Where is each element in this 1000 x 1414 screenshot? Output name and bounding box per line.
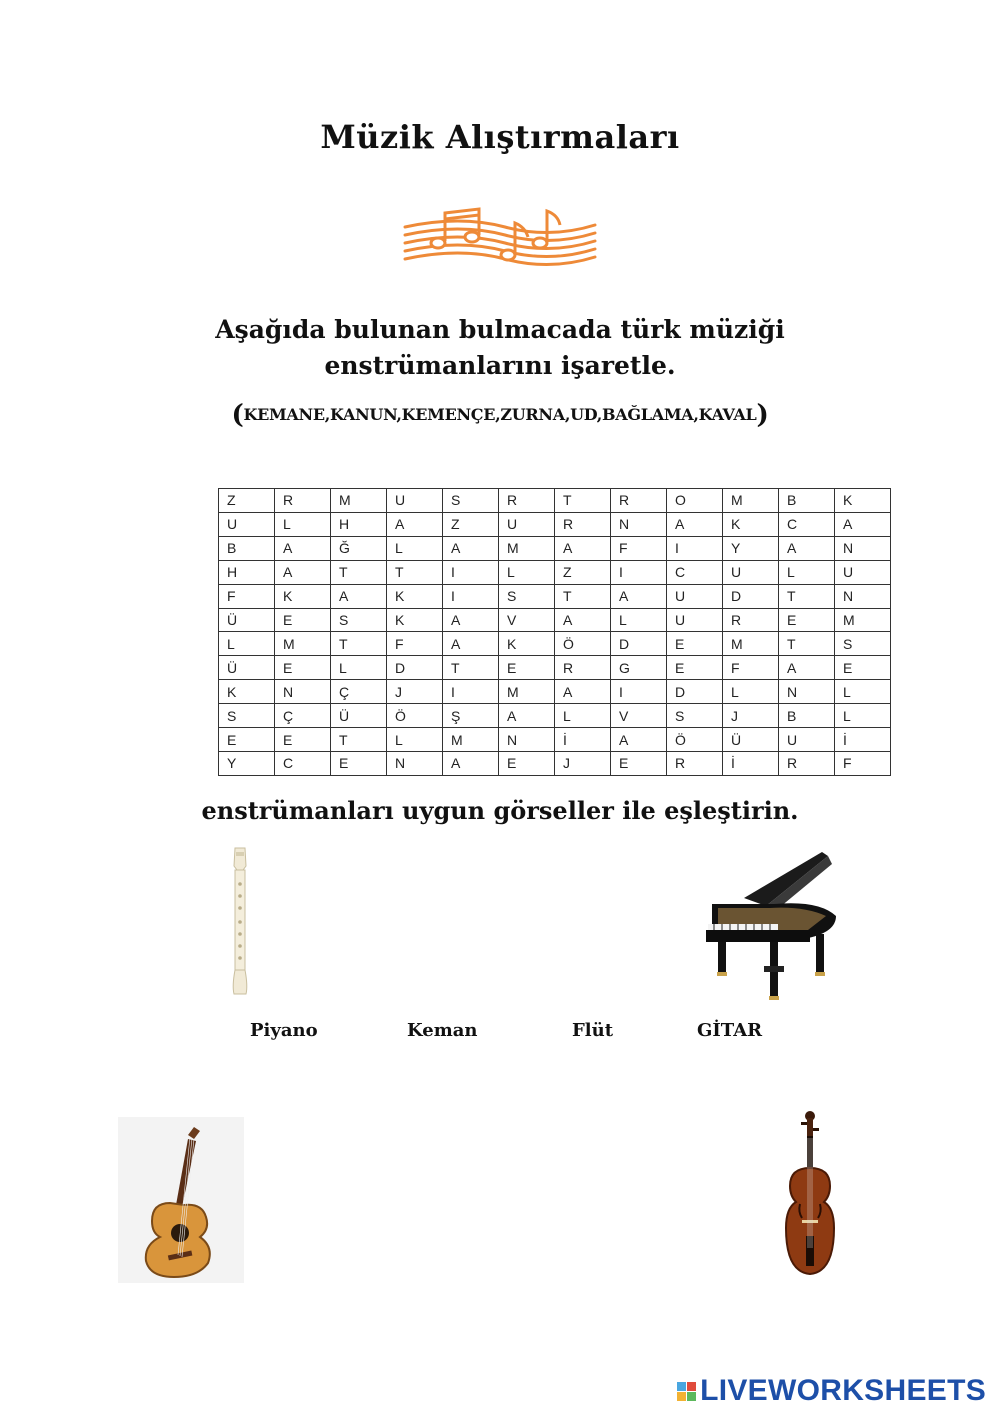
word-search-cell[interactable]: N (275, 680, 331, 704)
word-search-cell[interactable]: E (611, 751, 667, 775)
word-search-row (219, 608, 891, 632)
word-search-cell[interactable]: A (555, 536, 611, 560)
instruction-line-2: enstrümanlarını işaretle. (324, 351, 676, 380)
word-search-cell[interactable]: A (275, 560, 331, 584)
word-search-cell[interactable]: H (219, 560, 275, 584)
word-search-cell[interactable]: M (499, 680, 555, 704)
word-search-cell[interactable]: İ (723, 751, 779, 775)
word-search-cell[interactable]: Ç (275, 704, 331, 728)
word-search-cell[interactable]: F (723, 656, 779, 680)
word-search-cell[interactable]: T (331, 632, 387, 656)
word-search-cell[interactable]: F (611, 536, 667, 560)
word-search-cell[interactable]: L (779, 560, 835, 584)
word-search-cell[interactable]: L (835, 680, 891, 704)
word-search-cell[interactable]: İ (555, 728, 611, 752)
word-search-cell[interactable]: V (499, 608, 555, 632)
word-search-cell[interactable]: I (443, 680, 499, 704)
word-search-cell[interactable]: M (275, 632, 331, 656)
word-search-cell[interactable]: N (835, 584, 891, 608)
word-search-cell[interactable]: Ü (219, 656, 275, 680)
word-search-cell[interactable]: E (275, 656, 331, 680)
word-search-cell[interactable]: U (219, 512, 275, 536)
word-search-cell[interactable]: K (387, 584, 443, 608)
word-search-cell[interactable]: T (331, 560, 387, 584)
word-search-cell[interactable]: L (499, 560, 555, 584)
word-search-cell[interactable]: H (331, 512, 387, 536)
word-search-cell[interactable]: E (275, 728, 331, 752)
word-search-cell[interactable]: Z (219, 489, 275, 513)
word-search-cell[interactable]: T (779, 632, 835, 656)
word-search-cell[interactable]: D (611, 632, 667, 656)
word-search-cell[interactable]: N (611, 512, 667, 536)
word-search-cell[interactable]: B (219, 536, 275, 560)
word-search-cell[interactable]: E (499, 656, 555, 680)
word-search-cell[interactable]: T (555, 584, 611, 608)
word-search-cell[interactable]: M (835, 608, 891, 632)
word-search-cell[interactable]: M (723, 632, 779, 656)
word-search-cell[interactable]: I (443, 560, 499, 584)
word-search-cell[interactable]: M (499, 536, 555, 560)
label-guitar[interactable]: GİTAR (697, 1020, 763, 1041)
word-list-close-paren: ) (756, 400, 769, 430)
word-search-cell[interactable]: O (667, 489, 723, 513)
word-search-cell[interactable]: S (835, 632, 891, 656)
word-search-cell[interactable]: I (443, 584, 499, 608)
word-search-cell[interactable]: R (499, 489, 555, 513)
word-search-cell[interactable]: N (499, 728, 555, 752)
word-search-cell[interactable]: B (779, 704, 835, 728)
word-search-cell[interactable]: I (611, 680, 667, 704)
word-search-cell[interactable]: S (331, 608, 387, 632)
word-search-cell[interactable]: M (331, 489, 387, 513)
word-search-cell[interactable]: K (723, 512, 779, 536)
word-search-cell[interactable]: U (499, 512, 555, 536)
instruction-line-1: Aşağıda bulunan bulmacada türk müziği (215, 315, 785, 344)
liveworksheets-logo-icon (677, 1382, 696, 1401)
word-search-cell[interactable]: G (611, 656, 667, 680)
recorder-flute-image (226, 846, 254, 998)
word-search-cell[interactable]: A (387, 512, 443, 536)
word-search-cell[interactable]: Ş (443, 704, 499, 728)
word-list (0, 400, 1000, 430)
word-search-cell[interactable]: A (667, 512, 723, 536)
word-search-cell[interactable]: C (275, 751, 331, 775)
violin-image (770, 1108, 852, 1280)
word-search-cell[interactable]: İ (835, 728, 891, 752)
word-search-cell[interactable]: L (555, 704, 611, 728)
music-notes-staff-icon (400, 205, 600, 270)
word-search-cell[interactable]: U (835, 560, 891, 584)
word-search-cell[interactable]: U (723, 560, 779, 584)
word-search-cell[interactable]: L (275, 512, 331, 536)
word-search-cell[interactable]: Y (219, 751, 275, 775)
word-search-row (219, 680, 891, 704)
word-search-cell[interactable]: R (611, 489, 667, 513)
word-search-cell[interactable]: D (723, 584, 779, 608)
word-search-cell[interactable]: K (387, 608, 443, 632)
word-search-cell[interactable]: F (219, 584, 275, 608)
word-search-row (219, 560, 891, 584)
word-search-cell[interactable]: T (387, 560, 443, 584)
word-search-cell[interactable]: Z (443, 512, 499, 536)
word-search-cell[interactable]: K (275, 584, 331, 608)
word-list-text: KEMANE,KANUN,KEMENÇE,ZURNA,UD,BAĞLAMA,KAVAL (243, 405, 757, 424)
word-list-open-paren: ( (231, 400, 244, 430)
word-search-cell[interactable]: A (275, 536, 331, 560)
word-search-cell[interactable]: E (835, 656, 891, 680)
word-search-cell[interactable]: C (667, 560, 723, 584)
word-search-cell[interactable]: A (443, 536, 499, 560)
label-violin[interactable]: Keman (407, 1020, 478, 1041)
word-search-cell[interactable]: N (835, 536, 891, 560)
match-heading: enstrümanları uygun görseller ile eşleştirin. (201, 796, 799, 825)
label-flute[interactable]: Flüt (572, 1020, 614, 1041)
word-search-cell[interactable]: M (723, 489, 779, 513)
word-search-cell[interactable]: R (275, 489, 331, 513)
word-search-cell[interactable]: A (835, 512, 891, 536)
word-search-cell[interactable]: C (779, 512, 835, 536)
word-search-cell[interactable]: E (667, 656, 723, 680)
liveworksheets-logo (677, 1374, 986, 1408)
word-search-cell[interactable]: T (555, 489, 611, 513)
word-search-cell[interactable]: N (779, 680, 835, 704)
liveworksheets-brand-text: LIVEWORKSHEETS (700, 1374, 986, 1407)
word-search-cell[interactable]: Y (723, 536, 779, 560)
word-search-cell[interactable]: R (667, 751, 723, 775)
word-search-cell[interactable]: N (387, 751, 443, 775)
word-search-cell[interactable]: S (667, 704, 723, 728)
word-search-cell[interactable]: L (387, 728, 443, 752)
word-search-cell[interactable]: Z (555, 560, 611, 584)
word-search-cell[interactable]: B (779, 489, 835, 513)
word-search-cell[interactable]: K (219, 680, 275, 704)
word-search-cell[interactable]: J (723, 704, 779, 728)
word-search-cell[interactable]: Ü (723, 728, 779, 752)
word-search-cell[interactable]: L (611, 608, 667, 632)
word-search-cell[interactable]: T (779, 584, 835, 608)
word-search-cell[interactable]: L (723, 680, 779, 704)
word-search-cell[interactable]: K (499, 632, 555, 656)
word-search-cell[interactable]: E (667, 632, 723, 656)
word-search-cell[interactable]: A (779, 536, 835, 560)
word-search-cell[interactable]: S (219, 704, 275, 728)
grand-piano-image (704, 850, 839, 1002)
word-search-cell[interactable]: L (387, 536, 443, 560)
word-search-cell[interactable]: E (331, 751, 387, 775)
word-search-cell[interactable]: E (499, 751, 555, 775)
word-search-row (219, 751, 891, 775)
word-search-cell[interactable]: L (835, 704, 891, 728)
word-search-cell[interactable]: U (779, 728, 835, 752)
word-search-cell[interactable]: U (667, 584, 723, 608)
word-search-row (219, 536, 891, 560)
word-search-cell[interactable]: A (779, 656, 835, 680)
word-search-cell[interactable]: R (555, 512, 611, 536)
word-search-row (219, 632, 891, 656)
word-search-cell[interactable]: E (275, 608, 331, 632)
word-search-cell[interactable]: A (331, 584, 387, 608)
word-search-cell[interactable]: A (611, 584, 667, 608)
word-search-cell[interactable]: A (555, 608, 611, 632)
word-search-row (219, 656, 891, 680)
word-search-cell[interactable]: R (723, 608, 779, 632)
word-search-cell[interactable]: T (331, 728, 387, 752)
word-search-row (219, 489, 891, 513)
word-search-cell[interactable]: A (555, 680, 611, 704)
word-search-row (219, 704, 891, 728)
word-search-cell[interactable]: U (387, 489, 443, 513)
word-search-cell[interactable]: Ö (555, 632, 611, 656)
word-search-cell[interactable]: T (443, 656, 499, 680)
word-search-cell[interactable]: I (611, 560, 667, 584)
word-search-grid (218, 488, 891, 776)
label-piano[interactable]: Piyano (250, 1020, 318, 1041)
word-search-cell[interactable]: Ü (331, 704, 387, 728)
word-search-cell[interactable]: M (443, 728, 499, 752)
word-search-cell[interactable]: E (219, 728, 275, 752)
word-search-cell[interactable]: F (387, 632, 443, 656)
word-search-cell[interactable]: S (499, 584, 555, 608)
word-search-cell[interactable]: Ö (387, 704, 443, 728)
word-search-cell[interactable]: K (835, 489, 891, 513)
word-search-cell[interactable]: S (443, 489, 499, 513)
word-search-cell[interactable]: Ü (219, 608, 275, 632)
word-search-cell[interactable]: J (387, 680, 443, 704)
word-search-cell[interactable]: Ö (667, 728, 723, 752)
word-search-cell[interactable]: J (555, 751, 611, 775)
word-search-cell[interactable]: D (387, 656, 443, 680)
word-search-cell[interactable]: D (667, 680, 723, 704)
word-search-row (219, 584, 891, 608)
word-search-cell[interactable]: U (667, 608, 723, 632)
word-search-cell[interactable]: A (443, 751, 499, 775)
word-search-cell[interactable]: Ç (331, 680, 387, 704)
word-search-cell[interactable]: A (443, 608, 499, 632)
word-search-cell[interactable]: R (555, 656, 611, 680)
word-search-cell[interactable]: E (779, 608, 835, 632)
word-search-row (219, 728, 891, 752)
word-search-cell[interactable]: F (835, 751, 891, 775)
page-title: Müzik Alıştırmaları (320, 118, 680, 156)
word-search-cell[interactable]: L (219, 632, 275, 656)
word-search-cell[interactable]: R (779, 751, 835, 775)
word-search-cell[interactable]: I (667, 536, 723, 560)
word-search-cell[interactable]: V (611, 704, 667, 728)
word-search-cell[interactable]: A (499, 704, 555, 728)
word-search-cell[interactable]: L (331, 656, 387, 680)
word-search-cell[interactable]: A (611, 728, 667, 752)
word-search-cell[interactable]: Ğ (331, 536, 387, 560)
word-search-row (219, 512, 891, 536)
word-search-cell[interactable]: A (443, 632, 499, 656)
classical-guitar-image (118, 1117, 244, 1283)
